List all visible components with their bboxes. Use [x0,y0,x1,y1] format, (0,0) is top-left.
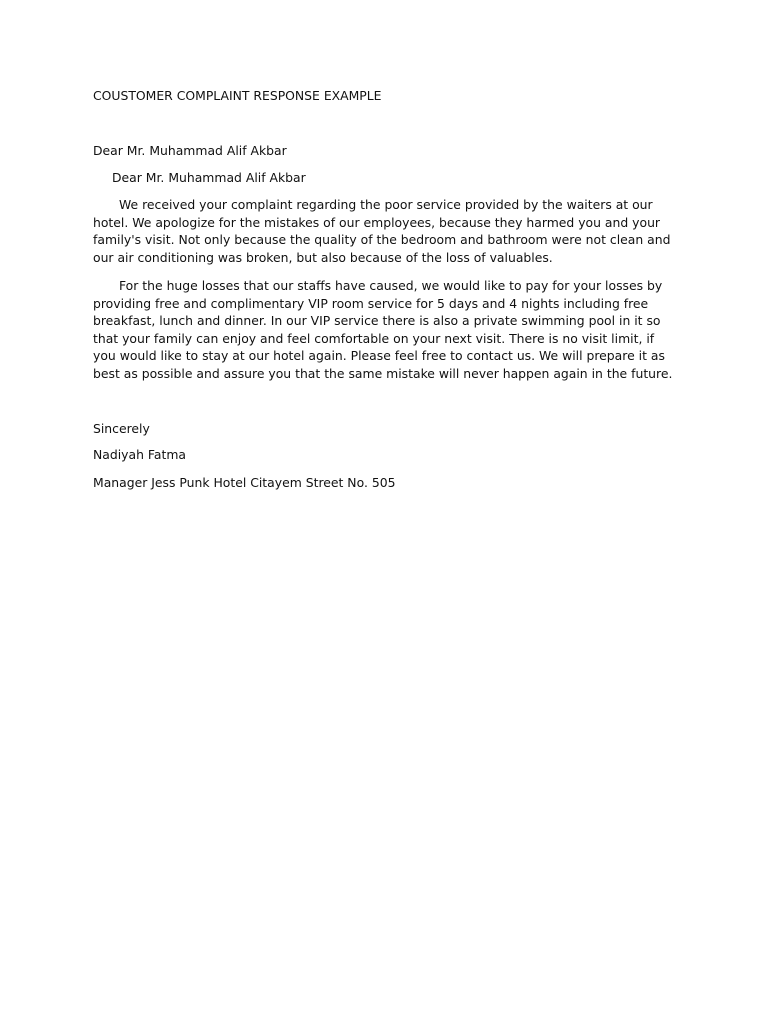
signer-title: Manager Jess Punk Hotel Citayem Street No. 505 [93,475,396,490]
document-title: COUSTOMER COMPLAINT RESPONSE EXAMPLE [93,88,382,103]
salutation: Dear Mr. Muhammad Alif Akbar [93,143,287,158]
body-paragraph: For the huge losses that our staffs have caused, we would like to pay for your losses by providing free and complimentary VIP room service for 5 days and 4 nights including free breakfast, lunch and dinner. In our VIP service there is also a private swimming pool in it so that your family can enjoy and feel comfortable on your next visit. There is no visit limit, if you would like to stay at our hotel again. Please feel free to contact us. We will prepare it as best as possible and assure you that the same mistake will never happen again in the future. [93,278,673,381]
body-paragraph: We received your complaint regarding the poor service provided by the waiters at our hotel. We apologize for the mistakes of our employees, because they harmed you and your family's visit. Not only because the quality of the bedroom and bathroom were not clean and our air conditioning was broken, but also because of the loss of valuables. [93,197,671,265]
signer-name: Nadiyah Fatma [93,447,186,462]
closing: Sincerely [93,421,150,436]
salutation-indented: Dear Mr. Muhammad Alif Akbar [112,170,306,185]
